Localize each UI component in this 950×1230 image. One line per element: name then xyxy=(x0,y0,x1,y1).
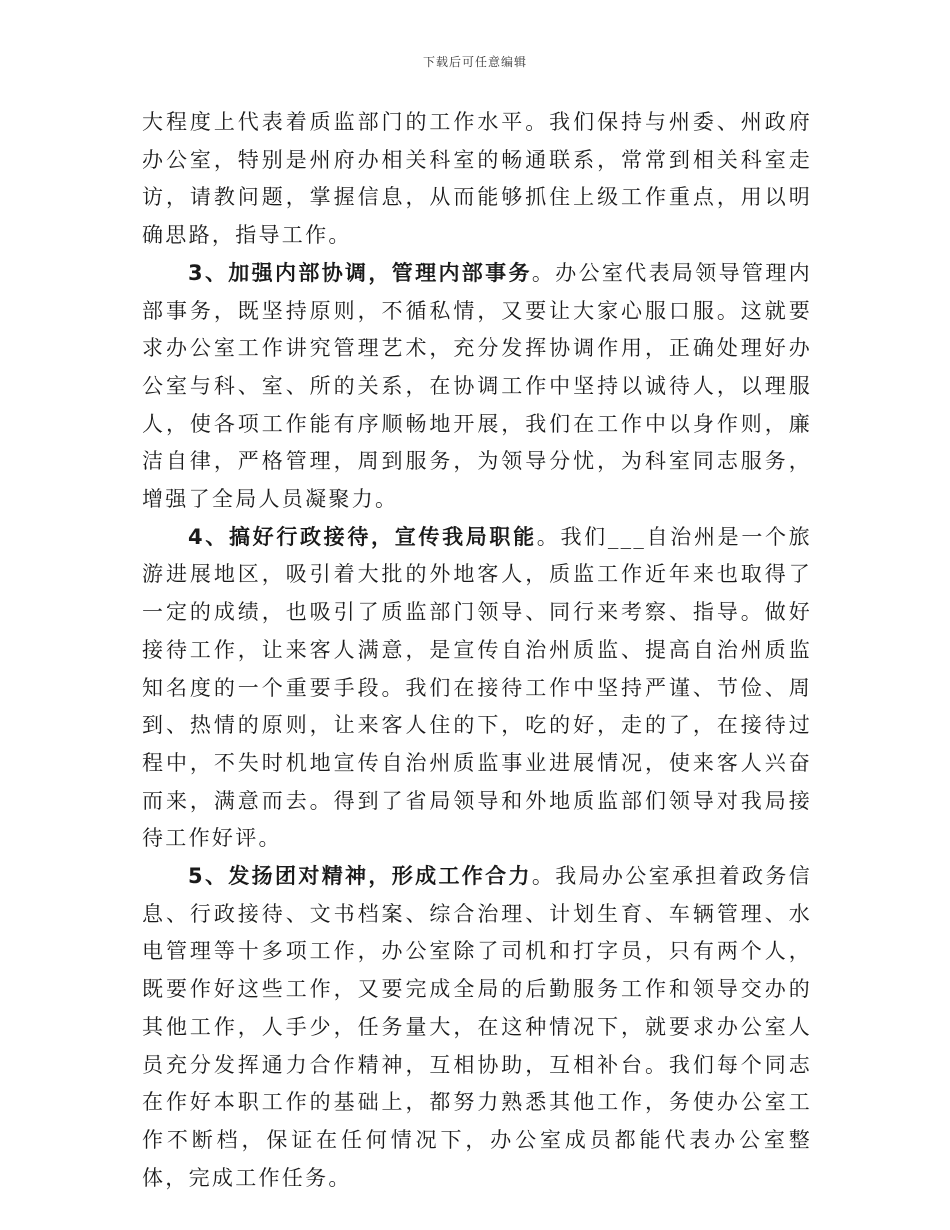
paragraph-text: 大程度上代表着质监部门的工作水平。我们保持与州委、州政府办公室，特别是州府办相关科室的畅通联系，常常到相关科室走访，请教问题，掌握信息，从而能够抓住上级工作重点，用以明确思路，指导工作。 xyxy=(142,110,812,248)
paragraph-text: 。我局办公室承担着政务信息、行政接待、文书档案、综合治理、计划生育、车辆管理、水电管理等十多项工作，办公室除了司机和打字员，只有两个人，既要作好这些工作，又要完成全局的后勤服务工作和领导交办的其他工作，人手少，任务量大，在这种情况下，就要求办公室人员充分发挥通力合作精神，互相协助，互相补台。我们每个同志在作好本职工作的基础上，都努力熟悉其他工作，务使办公室工作不断档，保证在任何情况下，办公室成员都能代表办公室整体，完成工作任务。 xyxy=(142,864,812,1190)
paragraph-text: 。我们___自治州是一个旅游进展地区，吸引着大批的外地客人，质监工作近年来也取得了一定的成绩，也吸引了质监部门领导、同行来考察、指导。做好接待工作，让来客人满意，是宣传自治州质监、提高自治州质监知名度的一个重要手段。我们在接待工作中坚持严谨、节俭、周到、热情的原则，让来客人住的下，吃的好，走的了，在接待过程中，不失时机地宣传自治州质监事业进展情况，使来客人兴奋而来，满意而去。得到了省局领导和外地质监部们领导对我局接待工作好评。 xyxy=(142,524,812,851)
paragraph-item-5 xyxy=(142,858,812,1197)
paragraph-heading: 4、搞好行政接待，宣传我局职能 xyxy=(188,524,537,549)
paragraph-continuation xyxy=(142,104,812,255)
page-header: 下载后可任意编辑 xyxy=(422,55,527,69)
paragraph-item-3 xyxy=(142,255,812,519)
document-body xyxy=(142,104,812,1197)
paragraph-text: 。办公室代表局领导管理内部事务，既坚持原则，不循私情，又要让大家心服口服。这就要求办公室工作讲究管理艺术，充分发挥协调作用，正确处理好办公室与科、室、所的关系，在协调工作中坚持以诚待人，以理服人，使各项工作能有序顺畅地开展，我们在工作中以身作则，廉洁自律，严格管理，周到服务，为领导分忧，为科室同志服务，增强了全局人员凝聚力。 xyxy=(142,260,812,512)
paragraph-heading: 3、加强内部协调，管理内部事务 xyxy=(188,260,532,285)
paragraph-heading: 5、发扬团对精神，形成工作合力 xyxy=(188,864,532,889)
paragraph-item-4 xyxy=(142,519,812,858)
